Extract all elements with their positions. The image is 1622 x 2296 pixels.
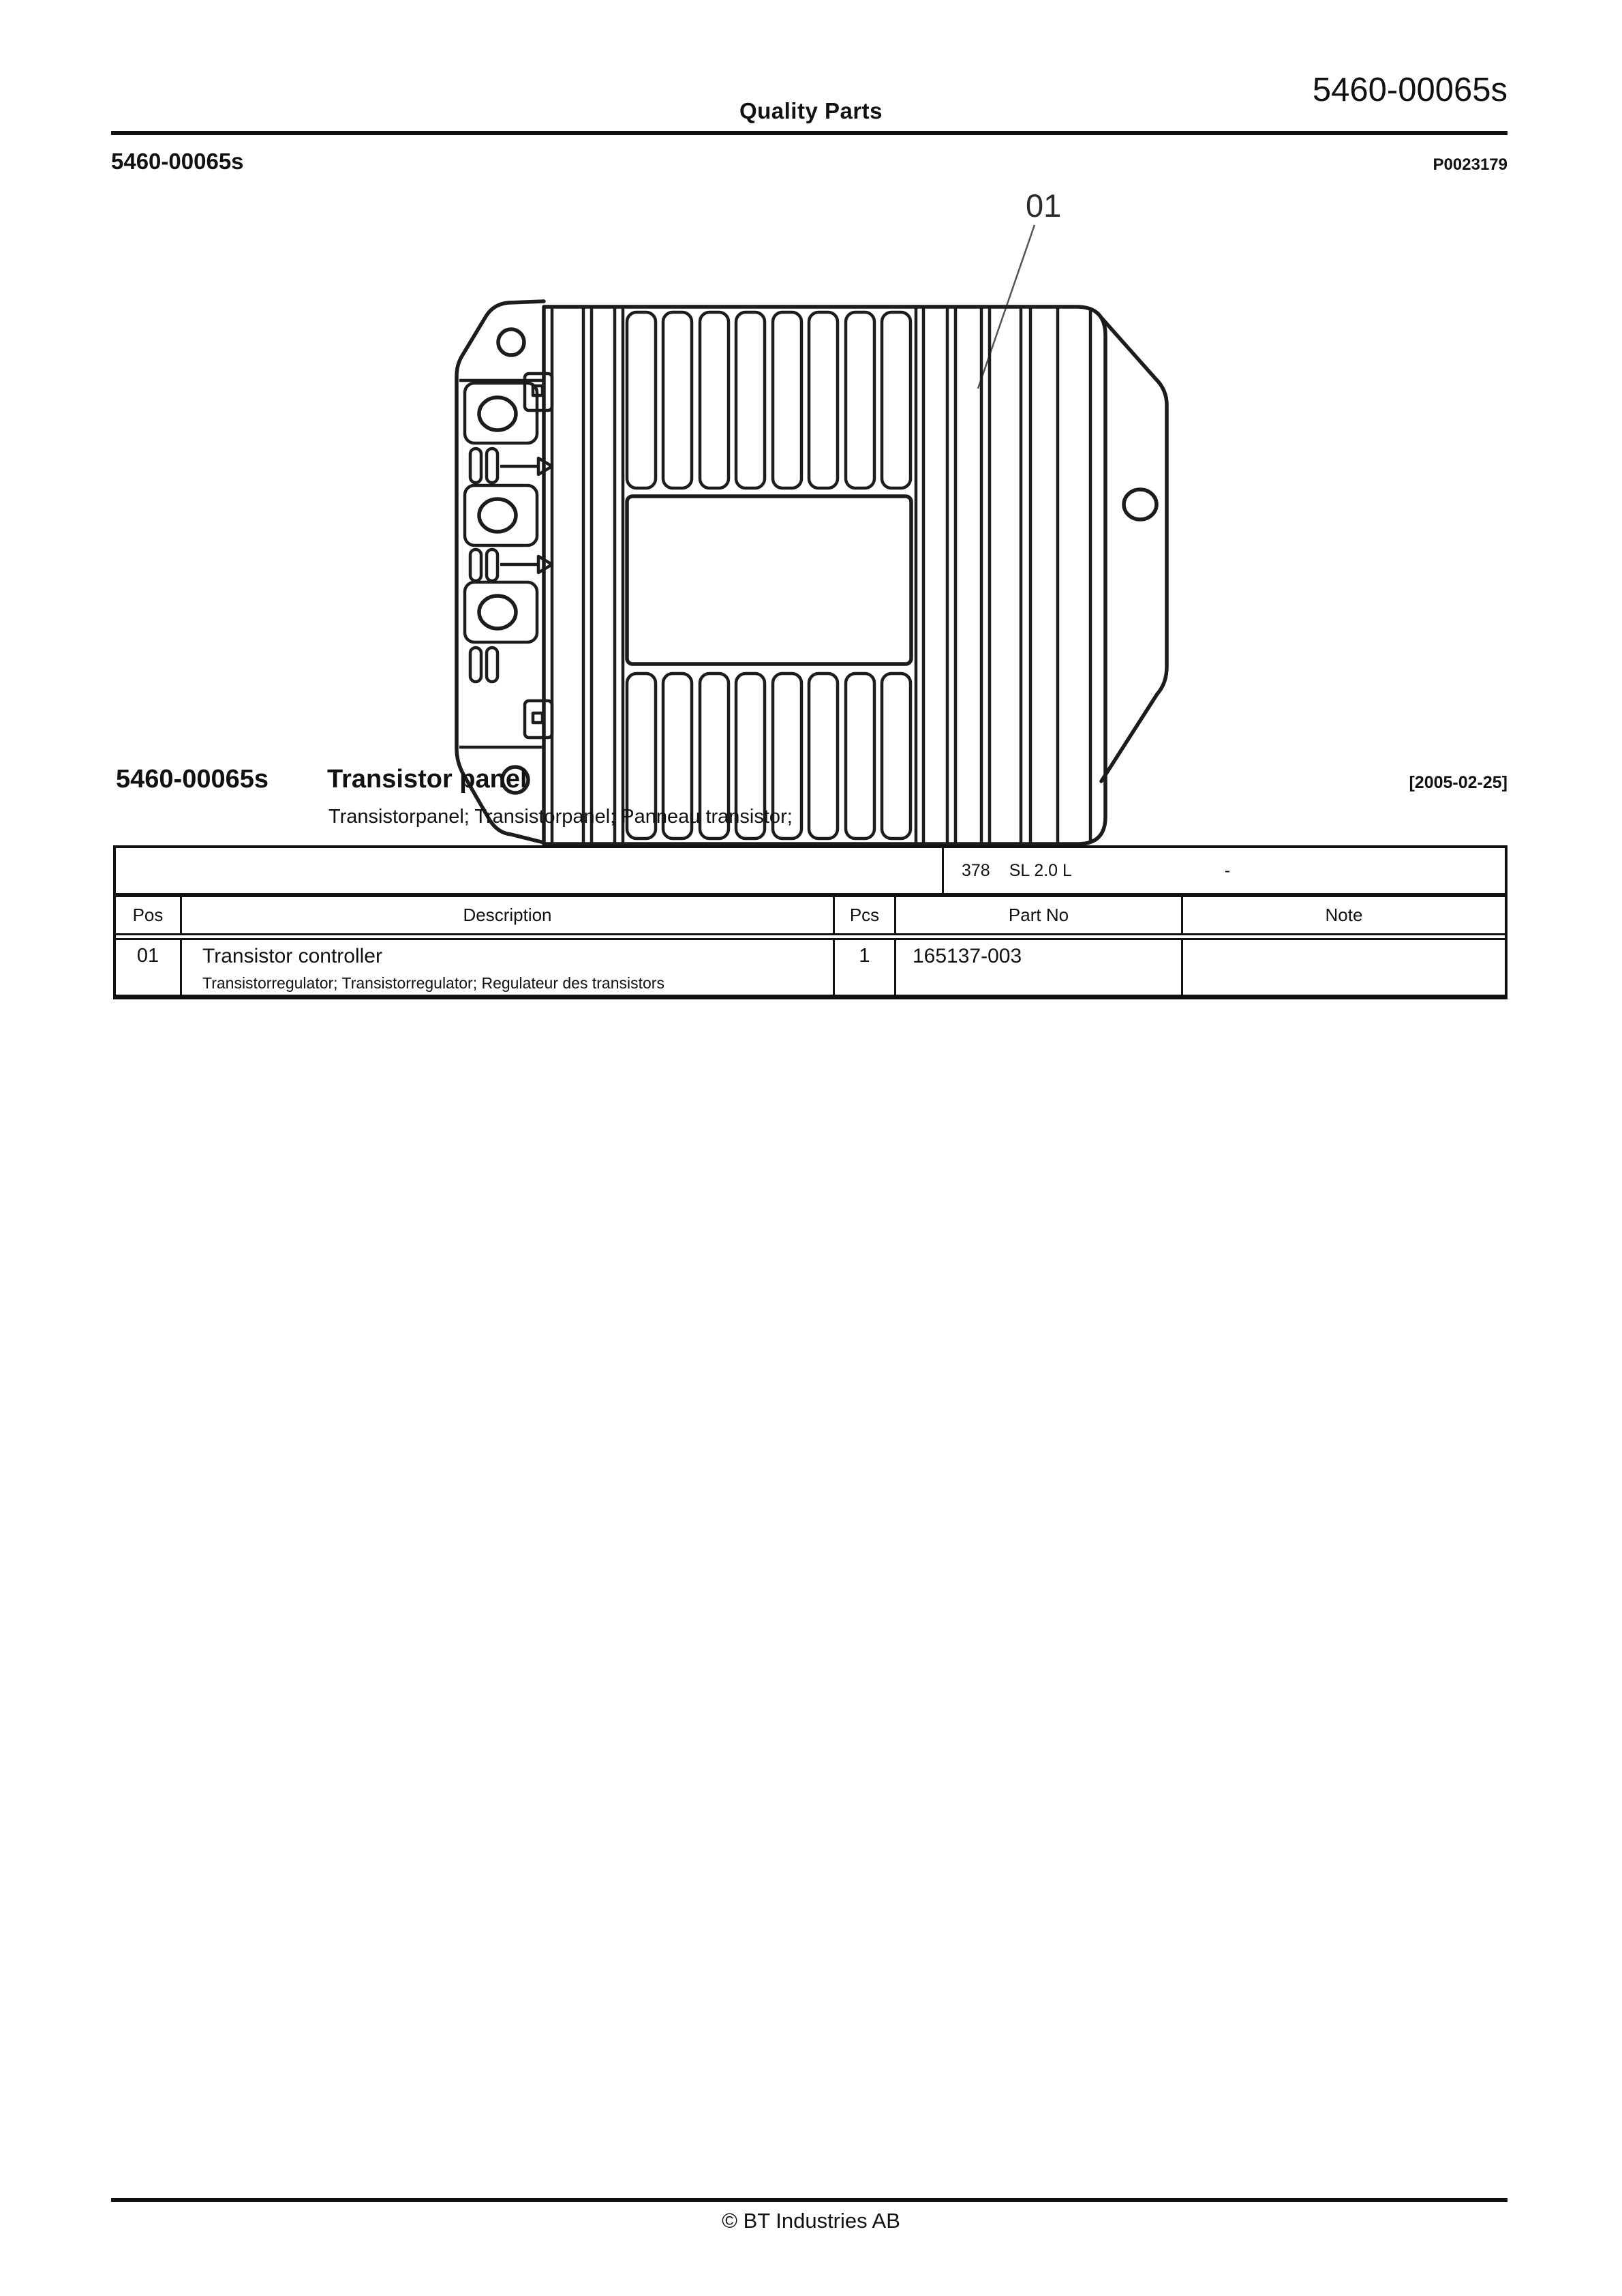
parts-table bbox=[113, 845, 1508, 999]
page-title: Quality Parts bbox=[739, 98, 883, 123]
mounting-tab bbox=[1101, 318, 1167, 781]
model-serial-range: - bbox=[1224, 860, 1231, 880]
section-date: [2005-02-25] bbox=[1409, 773, 1508, 792]
col-header-note: Note bbox=[1325, 905, 1363, 925]
footer-copyright: © BT Industries AB bbox=[722, 2209, 900, 2233]
model-name: SL 2.0 L bbox=[1009, 860, 1072, 880]
table-header-row bbox=[116, 897, 1505, 935]
row-pos: 01 bbox=[116, 940, 182, 995]
row-description bbox=[182, 940, 835, 995]
row-description-main: Transistor controller bbox=[202, 945, 382, 967]
model-row-empty-cell bbox=[116, 848, 944, 893]
header-rule bbox=[111, 131, 1508, 135]
row-pcs: 1 bbox=[835, 940, 896, 995]
right-fins bbox=[916, 308, 1090, 843]
col-header-part-no: Part No bbox=[896, 897, 1183, 933]
col-header-pcs: Pcs bbox=[835, 897, 896, 933]
section-number: 5460-00065s bbox=[116, 765, 269, 794]
model-code: 378 bbox=[962, 860, 990, 880]
row-description-sub: Transistorregulator; Transistorregulator; Regulateur des transistors bbox=[202, 974, 664, 992]
section-subtitle: Transistorpanel; Transistorpanel; Panneau transistor; bbox=[328, 806, 793, 828]
col-header-description: Description bbox=[182, 897, 835, 933]
busbar-fingers bbox=[470, 449, 552, 682]
footer-rule bbox=[111, 2198, 1508, 2202]
transistor-panel-drawing bbox=[443, 177, 1247, 866]
terminal-bracket bbox=[457, 301, 552, 843]
top-mount-hole bbox=[498, 329, 524, 355]
part-figure bbox=[443, 177, 1247, 866]
cover-plate bbox=[627, 496, 911, 664]
table-row bbox=[116, 940, 1505, 995]
section-number-top: 5460-00065s bbox=[111, 149, 244, 174]
row-part-no: 165137-003 bbox=[896, 940, 1183, 995]
mounting-hole bbox=[1124, 489, 1157, 519]
terminal-lug-2 bbox=[465, 485, 537, 545]
model-row-info-cell bbox=[944, 848, 1505, 893]
callout-label: 01 bbox=[1026, 187, 1062, 224]
model-row bbox=[116, 848, 1505, 897]
left-fins bbox=[552, 308, 623, 843]
header-double-line-spacer bbox=[116, 935, 1505, 940]
col-header-pos: Pos bbox=[116, 897, 182, 933]
row-note bbox=[1183, 940, 1505, 995]
image-reference: P0023179 bbox=[1433, 155, 1508, 174]
terminal-lug-3 bbox=[465, 582, 537, 642]
section-title: Transistor panel bbox=[327, 765, 527, 794]
document-number: 5460-00065s bbox=[1312, 72, 1508, 108]
top-fin-slots bbox=[627, 312, 911, 488]
